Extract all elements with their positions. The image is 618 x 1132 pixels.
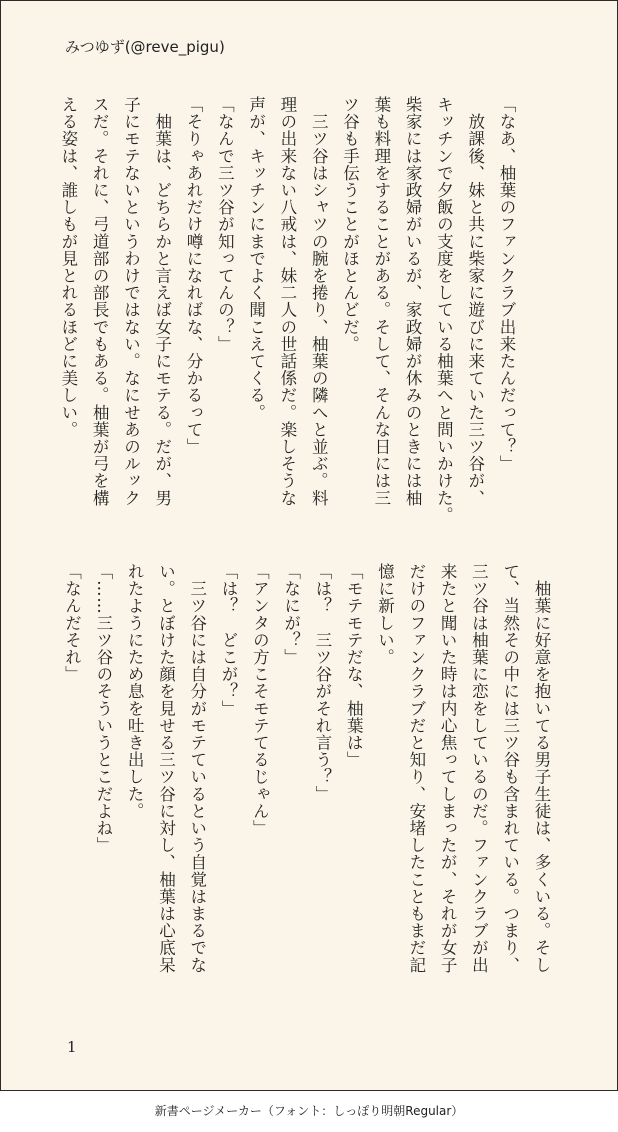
text-line: 来たと聞いた時は内心焦ってしまったが、それが女子 [438, 563, 458, 974]
generator-footer: 新書ページメーカー（フォント：しっぽり明朝Regular） [154, 1104, 464, 1118]
text-line: 柚葉に好意を抱いてる男子生徒は、多くいる。そし [532, 563, 551, 974]
text-line: 三ツ谷は柚葉に恋をしているのだ。ファンクラブが出 [469, 563, 489, 974]
text-line: 「は？ どこが？」 [219, 563, 239, 717]
text-line: 柴家には家政婦がいるが、家政婦が休みのときには柚 [403, 96, 423, 507]
text-line: 理の出来ない八戒は、妹二人の世話係だ。楽しそうな [277, 96, 297, 507]
text-block-bottom [56, 563, 557, 1003]
text-line: 柚葉は、どちらかと言えば女子にモテる。だが、男 [152, 96, 172, 507]
text-line: て、当然その中には三ツ谷も含まれている。つまり、 [500, 563, 520, 974]
text-line: 憶に新しい。 [375, 563, 395, 666]
text-line: 放課後、妹と共に柴家に遊びに来ていた三ツ谷が、 [465, 96, 485, 507]
text-line: 「そりゃあれだけ噂になればな、分かるって」 [184, 96, 204, 456]
text-line: 子にモテないというわけではない。なにせあのルック [121, 96, 141, 507]
text-line: 「は？ 三ツ谷がそれ言う？」 [312, 563, 332, 803]
page-number: 1 [67, 1038, 77, 1056]
text-line: 「モテモテだな、柚葉は」 [344, 563, 364, 769]
text-line: ツ谷も手伝うことがほとんどだ。 [340, 96, 360, 353]
text-line: 葉も料理をすることがある。そして、そんな日には三 [371, 96, 391, 507]
text-line: れたようにため息を吐き出した。 [125, 563, 145, 820]
text-line: 「……三ツ谷のそういうとこだよね」 [93, 563, 113, 854]
text-line: 声が、キッチンにまでよく聞こえてくる。 [246, 96, 266, 421]
author-credit: みつゆず(@reve_pigu) [65, 38, 225, 56]
text-line: 「なあ、柚葉のファンクラブ出来たんだって？」 [497, 96, 516, 473]
text-line: える姿は、誰しもが見とれるほどに美しい。 [58, 96, 78, 438]
text-line: スだ。それに、弓道部の部長でもある。柚葉が弓を構 [90, 96, 110, 507]
text-line: 三ツ谷には自分がモテているという自覚はまるでな [187, 563, 207, 974]
text-line: 三ツ谷はシャツの腕を捲り、柚葉の隣へと並ぶ。料 [309, 96, 329, 507]
text-line: 「なんだそれ」 [62, 563, 82, 683]
text-line: 「なんで三ツ谷が知ってんの？」 [215, 96, 235, 353]
text-block-top [53, 96, 522, 536]
text-line: キッチンで夕飯の支度をしている柚葉へと問いかけた。 [434, 96, 454, 524]
text-line: 「なにが？」 [281, 563, 301, 666]
text-line: 「アンタの方こそモテてるじゃん」 [250, 563, 270, 837]
text-line: い。とぼけた顔を見せる三ツ谷に対し、柚葉は心底呆 [156, 563, 176, 974]
text-line: だけのファンクラブだと知り、安堵したこともまだ記 [406, 563, 426, 974]
